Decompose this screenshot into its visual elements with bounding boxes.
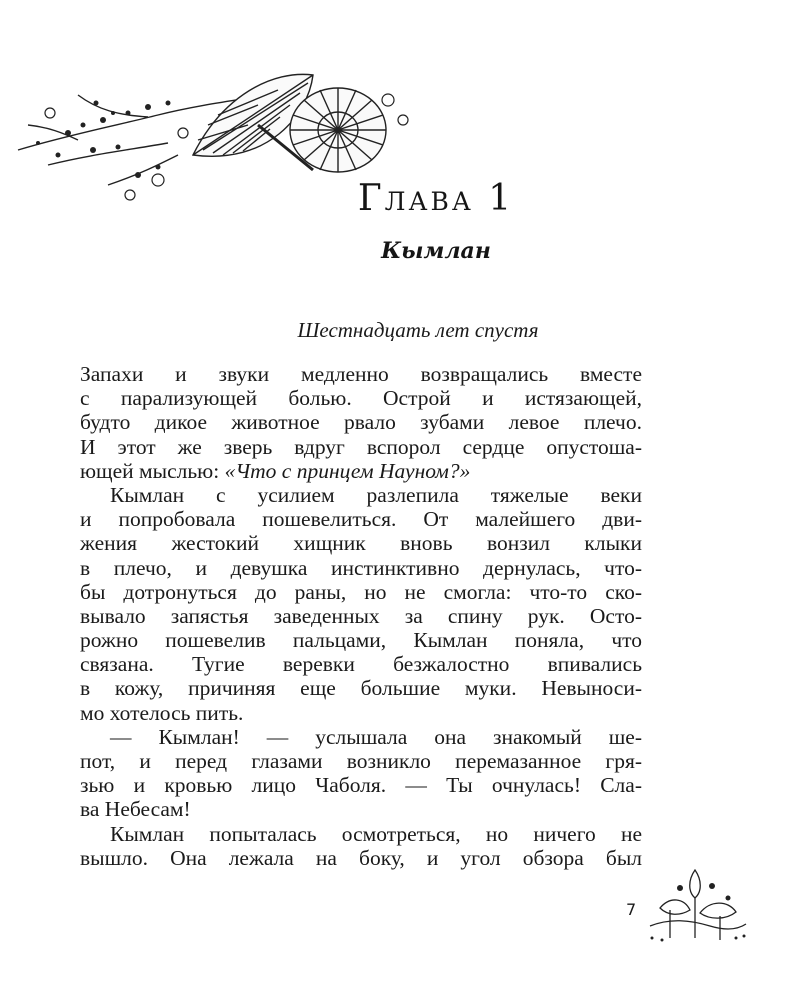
page-number: 7 <box>626 900 637 919</box>
lotus-illustration <box>640 858 750 942</box>
body-text <box>80 362 642 870</box>
text-line: жения жестокий хищник вновь вонзил клыки <box>80 531 642 556</box>
text-line: зью и кровью лицо Чаболя. — Ты очнулась! Сла- <box>80 773 642 798</box>
text-line: И этот же зверь вдруг вспорол сердце опустоша- <box>80 434 642 459</box>
text-line: в плечо, и девушка инстинктивно дернулась, что- <box>80 555 642 580</box>
chapter-subtitle: Кымлан <box>381 238 491 264</box>
text-line: Кымлан попыталась осмотреться, но ничего не <box>110 821 642 846</box>
text-line: Запахи и звуки медленно возвращались вместе <box>80 362 642 386</box>
italic-quote: «Что с принцем Науном?» <box>224 458 471 483</box>
epigraph: Шестнадцать лет спустя <box>297 318 539 342</box>
text-line: рожно пошевелив пальцами, Кымлан поняла, что <box>80 628 642 653</box>
text-segment: ющей мыслью: <box>80 458 225 483</box>
text-line: вывало запястья заведенных за спину рук. Осто- <box>80 603 642 628</box>
text-line: пот, и перед глазами возникло перемазанное гря- <box>80 749 642 773</box>
text-line <box>80 459 642 483</box>
text-line: в кожу, причиняя еще большие муки. Невыноси- <box>80 676 642 701</box>
chapter-title: Глава 1 <box>357 178 515 219</box>
text-line: — Кымлан! — услышала она знакомый ше- <box>110 724 642 749</box>
text-line: Кымлан с усилием разлепила тяжелые веки <box>110 482 642 507</box>
text-line: будто дикое животное рвало зубами левое плечо. <box>80 410 642 435</box>
text-line: вышло. Она лежала на боку, и угол обзора был <box>80 845 642 870</box>
text-line: бы дотронуться до раны, но не смогла: что-то ско- <box>80 579 642 604</box>
text-line: с парализующей болью. Острой и истязающей, <box>80 386 642 411</box>
text-line: и попробовала пошевелиться. От малейшего дви- <box>80 507 642 532</box>
text-line: связана. Тугие веревки безжалостно впивались <box>80 652 642 677</box>
text-line: ва Небесам! <box>80 797 191 822</box>
text-line: мо хотелось пить. <box>80 700 244 725</box>
